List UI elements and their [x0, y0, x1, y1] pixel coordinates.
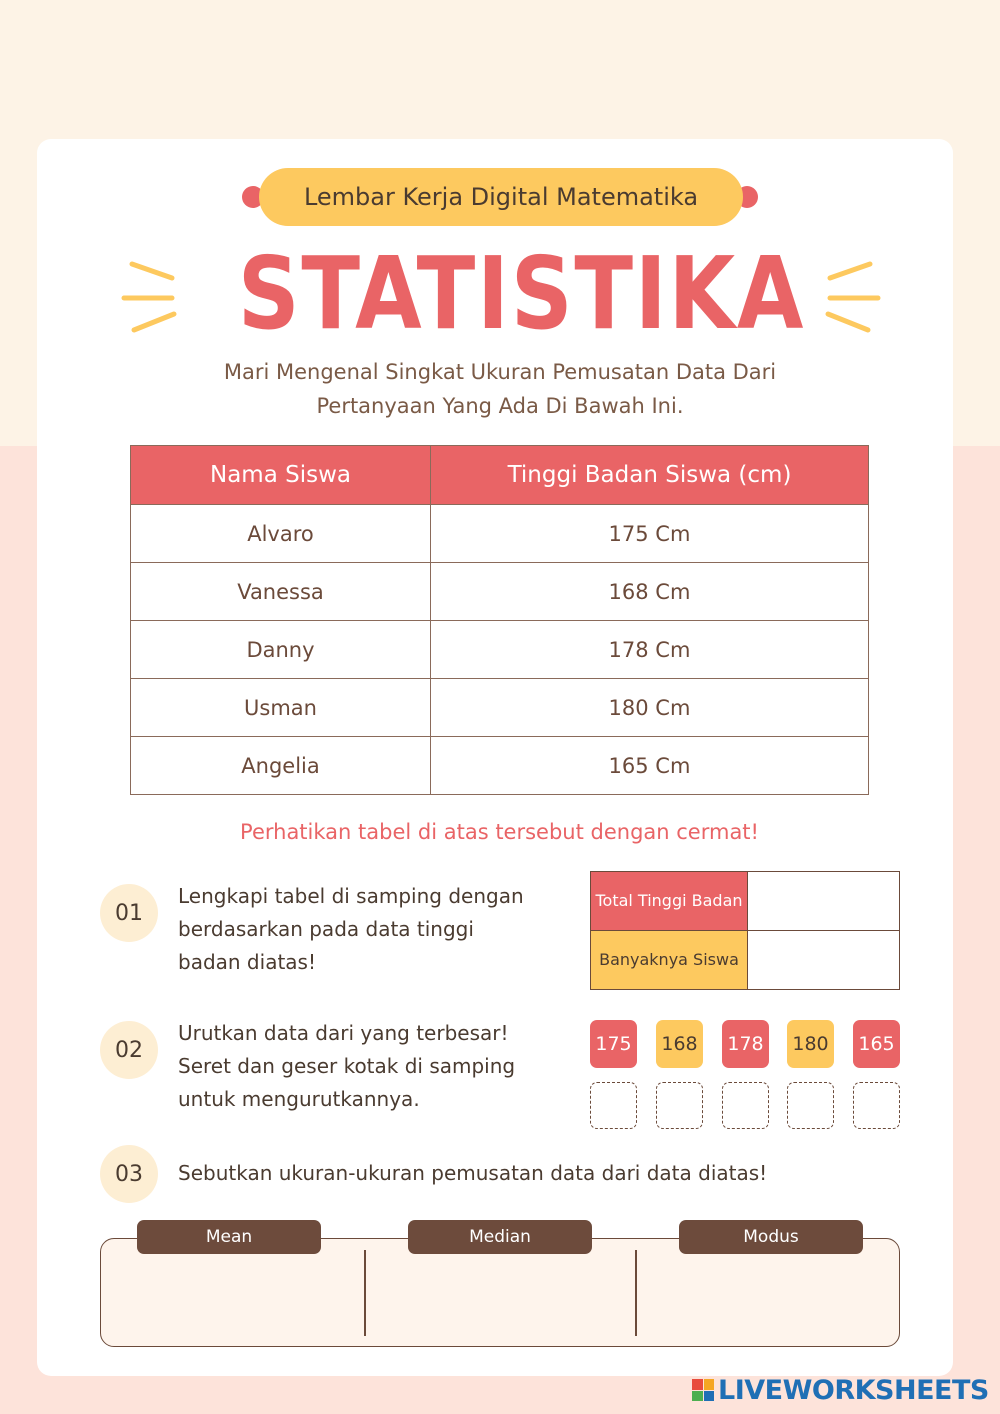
drag-tile[interactable]: 175 [590, 1020, 637, 1068]
page-title: STATISTIKA [237, 235, 806, 352]
subtitle [150, 355, 850, 423]
worksheet-type-pill: Lembar Kerja Digital Matematika [259, 168, 743, 226]
drag-tile[interactable]: 178 [722, 1020, 769, 1068]
drop-slot[interactable] [853, 1082, 900, 1129]
subtitle-line: Mari Mengenal Singkat Ukuran Pemusatan Data Dari [223, 360, 777, 384]
drag-tile[interactable]: 165 [853, 1020, 900, 1068]
answer-divider [635, 1250, 637, 1336]
question-1-text [178, 880, 524, 979]
mean-answer-box[interactable] [102, 1256, 362, 1344]
question-line: Seret dan geser kotak di samping [178, 1054, 516, 1078]
median-answer-box[interactable] [367, 1256, 633, 1344]
table-row [131, 505, 869, 563]
brand-name: LIVEWORKSHEETS [718, 1374, 989, 1406]
drop-slot[interactable] [590, 1082, 637, 1129]
student-count-label: Banyaknya Siswa [591, 931, 748, 990]
student-height: 165 Cm [431, 737, 869, 795]
rays-left-icon [120, 256, 180, 336]
rays-right-icon [822, 256, 882, 336]
question-number-1: 01 [100, 884, 158, 942]
liveworksheets-logo-icon [692, 1379, 714, 1401]
student-height: 168 Cm [431, 563, 869, 621]
question-line: berdasarkan pada data tinggi [178, 917, 474, 941]
summary-table [590, 871, 900, 990]
notice-text: Perhatikan tabel di atas tersebut dengan cermat! [240, 820, 759, 844]
liveworksheets-brand [692, 1376, 989, 1404]
column-header: Tinggi Badan Siswa (cm) [431, 446, 869, 505]
summary-row [591, 872, 900, 931]
drop-slot[interactable] [722, 1082, 769, 1129]
total-height-answer-box[interactable] [748, 872, 900, 931]
answer-divider [364, 1250, 366, 1336]
student-count-answer-box[interactable] [748, 931, 900, 990]
column-header: Nama Siswa [131, 446, 431, 505]
student-height: 178 Cm [431, 621, 869, 679]
subtitle-line: Pertanyaan Yang Ada Di Bawah Ini. [316, 394, 684, 418]
summary-row [591, 931, 900, 990]
drag-tile[interactable]: 168 [656, 1020, 703, 1068]
question-line: badan diatas! [178, 950, 316, 974]
drop-slot[interactable] [787, 1082, 834, 1129]
modus-label: Modus [679, 1220, 863, 1254]
table-row [131, 563, 869, 621]
mean-label: Mean [137, 1220, 321, 1254]
question-line: Lengkapi tabel di samping dengan [178, 884, 524, 908]
modus-answer-box[interactable] [638, 1256, 898, 1344]
question-line: untuk mengurutkannya. [178, 1087, 420, 1111]
student-name: Alvaro [131, 505, 431, 563]
table-row [131, 679, 869, 737]
total-height-label: Total Tinggi Badan [591, 872, 748, 931]
table-row [131, 621, 869, 679]
question-number-2: 02 [100, 1021, 158, 1079]
student-name: Angelia [131, 737, 431, 795]
question-number-3: 03 [100, 1145, 158, 1203]
median-label: Median [408, 1220, 592, 1254]
height-table [130, 445, 869, 795]
student-height: 175 Cm [431, 505, 869, 563]
question-3-text: Sebutkan ukuran-ukuran pemusatan data dari data diatas! [178, 1161, 768, 1185]
drop-slot[interactable] [656, 1082, 703, 1129]
table-row [131, 737, 869, 795]
table-header-row [131, 446, 869, 505]
student-name: Danny [131, 621, 431, 679]
student-height: 180 Cm [431, 679, 869, 737]
student-name: Usman [131, 679, 431, 737]
question-2-text [178, 1017, 515, 1116]
student-name: Vanessa [131, 563, 431, 621]
question-line: Urutkan data dari yang terbesar! [178, 1021, 509, 1045]
drag-tile[interactable]: 180 [787, 1020, 834, 1068]
